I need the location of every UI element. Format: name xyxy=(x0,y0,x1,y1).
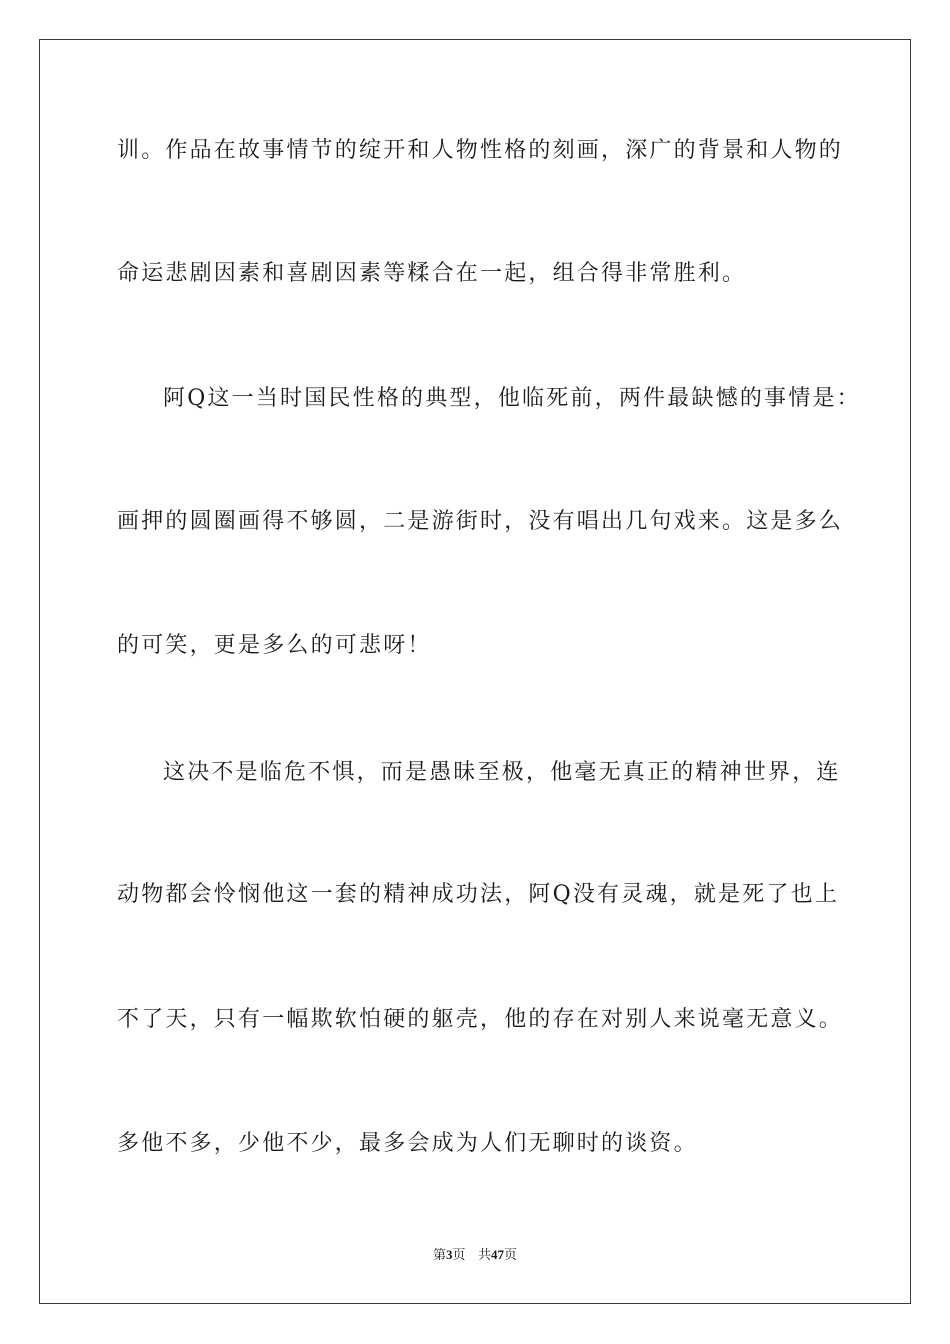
text-line-5: 的可笑，更是多么的可悲呀！ xyxy=(117,633,432,658)
text-line-2: 命运悲剧因素和喜剧因素等糅合在一起，组合得非常胜利。 xyxy=(117,261,747,286)
page-suffix: 页 xyxy=(452,1248,466,1263)
page-border xyxy=(39,39,911,1304)
text-line-4: 画押的圆圈画得不够圆，二是游街时，没有唱出几句戏来。这是多么 xyxy=(117,509,844,534)
text-line-7: 动物都会怜悯他这一套的精神成功法，阿Q没有灵魂，就是死了也上 xyxy=(117,882,840,907)
text-line-8: 不了天，只有一幅欺软怕硬的躯壳，他的存在对别人来说毫无意义。 xyxy=(117,1007,844,1032)
total-prefix: 共 xyxy=(477,1248,491,1263)
total-suffix: 页 xyxy=(503,1248,517,1263)
text-line-6: 这决不是临危不惧，而是愚昧至极，他毫无真正的精神世界，连 xyxy=(163,760,841,785)
page-prefix: 第 xyxy=(433,1248,447,1263)
page-footer xyxy=(0,1246,950,1265)
text-line-3: 阿Q这一当时国民性格的典型，他临死前，两件最缺憾的事情是： xyxy=(163,386,861,411)
text-line-1: 训。作品在故事情节的绽开和人物性格的刻画，深广的背景和人物的 xyxy=(117,138,844,163)
page-number: 3 xyxy=(446,1247,453,1262)
total-pages: 47 xyxy=(490,1247,504,1262)
text-line-9: 多他不多，少他不少，最多会成为人们无聊时的谈资。 xyxy=(117,1131,698,1156)
